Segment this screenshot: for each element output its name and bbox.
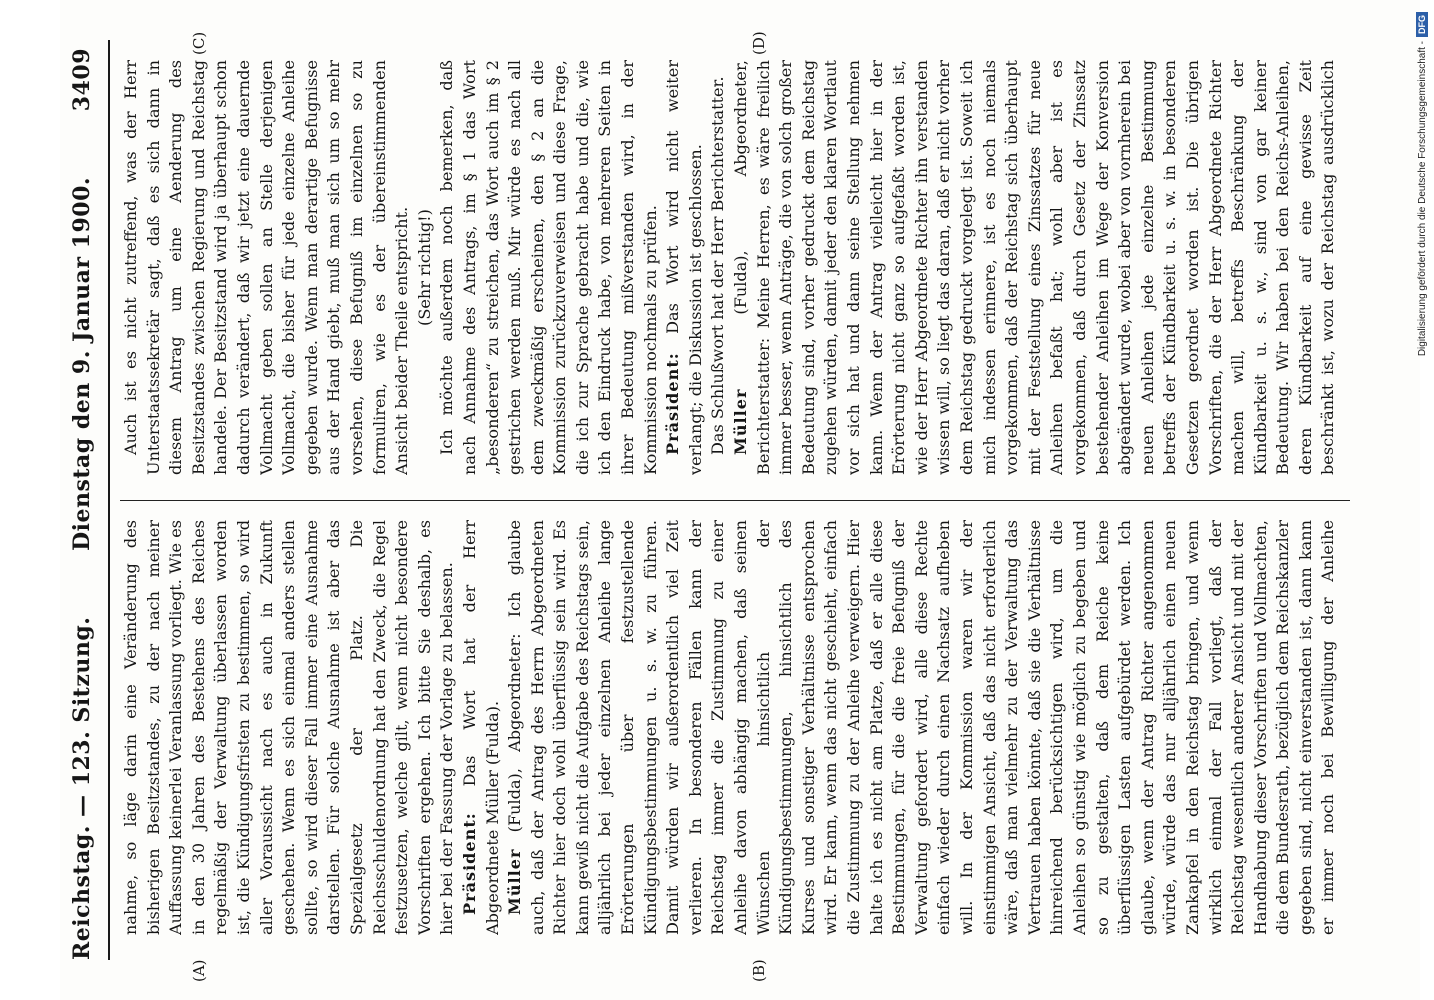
header-rule	[108, 40, 110, 960]
speech-text: (Fulda), Abgeordneter: Ich glaube auch, daß der Antrag des Herrn Abgeordneten Richter hier doch wohl überflüssig sein wird. Es kann gewiß nicht die Aufgabe des Reichstags sein, alljährlich bei jeder einzelnen Anleihe lange Erörterungen über festzustellende Kündigungsbestimmungen u. s. w. zu führen. Damit würden wir außerordentlich viel Zeit verlieren. In besonderen Fällen kann der Reichstag immer die Zustimmung zu einer Anleihe davon abhängig machen, daß seinen Wünschen hinsichtlich der Kündigungsbestimmungen, hinsichtlich des Kurses und sonstiger Verhältnisse entsprochen wird. Er kann, wenn das nicht geschieht, einfach die Zustimmung zu der Anleihe verweigern. Hier halte ich es nicht am Platze, daß er alle diese Bestimmungen, für die die freie Befugniß der Verwaltung gefordert wird, alle diese Rechte einfach wieder durch einen Nachsatz aufheben will. In der Kommission waren wir der einstimmigen Ansicht, daß das nicht erforderlich wäre, daß man vielmehr zu der Verwaltung das Vertrauen haben könnte, daß sie die Verhältnisse hinreichend berücksichtigen wird, um die Anleihen so günstig wie möglich zu begeben und so zu gestalten, daß dem Reiche keine überflüssigen Lasten aufgebürdet werden. Ich glaube, wenn der Antrag Richter angenommen würde, würde das nur alljährlich einen neuen Zankapfel in den Reichstag bringen, und wenn wirklich einmal der Fall vorliegt, daß der Reichstag wesentlich anderer Ansicht und mit der Handhabung dieser Vorschriften und Vollmachten, die dem Bundesrath, bezüglich dem Reichskanzler gegeben sind, nicht einverstanden ist, dann kann er immer noch bei Bewilligung der Anleihe	[505, 520, 1338, 935]
paragraph: Das Schlußwort hat der Herr Berichterstatter.	[708, 76, 728, 455]
right-column	[120, 60, 1340, 475]
left-column	[120, 520, 1340, 935]
interjection: (Sehr richtig!)	[414, 209, 434, 326]
paragraph: Auch ist es nicht zutreffend, was der Herr Unterstaatssekretär sagt, daß es sich dann in diesem Antrag um eine Aenderung des Besitzstandes zwischen Regierung und Reichstag handele. Der Besitzstand wird ja überhaupt schon dadurch verändert, daß wir jetzt eine dauernde Vollmacht geben sollen an Stelle derjenigen Vollmacht, die bisher für jede einzelne Anleihe gegeben wurde. Wenn man derartige Befugnisse aus der Hand giebt, muß man sich um so mehr vorsehen, diese Befugniß im einzelnen so zu formuliren, wie es der übereinstimmenden Ansicht beider Theile entspricht.	[121, 60, 412, 475]
header-left: Reichstag. — 123. Sitzung.	[69, 616, 95, 960]
dfg-logo: DFG	[1416, 12, 1428, 37]
speech-paragraph	[730, 60, 1340, 475]
page-number: 3409	[69, 48, 95, 112]
rotated-page	[60, 0, 1420, 1000]
credit-text: Digitalisierung gefördert durch die Deutsche Forschungsgemeinschaft -	[1416, 41, 1428, 357]
digitization-credit	[1408, 0, 1432, 1000]
speech-paragraph	[459, 520, 504, 935]
margin-letter-a: (A)	[190, 959, 208, 982]
speech-text: Das Wort wird nicht weiter verlangt; die Diskussion ist geschlossen.	[663, 60, 705, 475]
paragraph: nahme, so läge darin eine Veränderung des bisherigen Besitzstandes, zu der nach meiner Auffassung keinerlei Veranlassung vorliegt. Wie es in den 30 Jahren des Bestehens des Reiches regelmäßig der Verwaltung überlassen worden ist, die Kündigungsfristen zu bestimmen, so wird aller Voraussicht nach es auch in Zukunft geschehen. Wenn es sich einmal anders stellen sollte, so wird dieser Fall immer eine Ausnahme darstellen. Für solche Ausnahme ist aber das Spezialgesetz der Platz. Die Reichsschuldenordnung hat den Zweck, die Regel festzusetzen, welche gilt, wenn nicht besondere Vorschriften ergehen. Ich bitte Sie deshalb, es hier bei der Fassung der Vorlage zu belassen.	[121, 520, 457, 935]
margin-letter-c: (C)	[190, 31, 208, 55]
header-date: Dienstag den 9. Januar 1900.	[69, 176, 95, 551]
speech-paragraph	[662, 60, 707, 475]
speech-paragraph	[504, 520, 1340, 935]
paragraph: Ich möchte außerdem noch bemerken, daß nach Annahme des Antrags, im § 1 das Wort „besonderen“ zu streichen, das Wort auch im § 2 gestrichen werden muß. Mir würde es nach all dem zweckmäßig erscheinen, den § 2 an die Kommission zurückzuverweisen und diese Frage, die ich zur Sprache gebracht habe und die, wie ich den Eindruck habe, von mehreren Seiten in ihrer Bedeutung mißverstanden wird, in der Kommission nochmals zu prüfen.	[437, 60, 660, 475]
speech-text: Das Wort hat der Herr Abgeordnete Müller (Fulda).	[459, 520, 502, 935]
speech-text: (Fulda), Abgeordneter, Berichterstatter: Meine Herren, es wäre freilich immer besser, wenn Anträge, die von solch großer Bedeutung sind, vorher gedruckt dem Reichstag zugehen würden, damit jeder den klaren Wortlaut vor sich hat und dann seine Stellung nehmen kann. Wenn der Antrag vielleicht hier in der Erörterung nicht ganz so aufgefaßt worden ist, wie der Herr Abgeordnete Richter ihn verstanden wissen will, so liegt das daran, daß er nicht vorher dem Reichstag gedruckt vorgelegt ist. Soweit ich mich indessen erinnere, ist es noch niemals vorgekommen, daß der Reichstag sich überhaupt mit der Feststellung eines Zinssatzes für neue Anleihen befaßt hat; wohl aber ist es vorgekommen, daß durch Gesetz der Zinssatz bestehender Anleihen im Wege der Konversion abgeändert wurde, wobei aber von vornherein bei neuen Anleihen jede einzelne Bestimmung betreffs der Kündbarkeit u. s. w. in besonderen Gesetzen geordnet worden ist. Die übrigen Vorschriften, die der Herr Abgeordnete Richter machen will, betreffs Beschränkung der Kündbarkeit u. s. w., sind von gar keiner Bedeutung. Wir haben bei den Reichs-Anleihen, deren Kündbarkeit auf eine gewisse Zeit beschränkt ist, wozu der Reichstag ausdrücklich	[731, 60, 1338, 475]
speaker-name: Präsident:	[459, 812, 479, 915]
column-divider	[120, 500, 1350, 501]
speaker-name: Präsident:	[663, 352, 683, 455]
running-head	[60, 0, 104, 1000]
margin-letter-b: (B)	[750, 959, 768, 982]
speaker-name: Müller	[505, 848, 525, 915]
margin-letter-d: (D)	[750, 31, 768, 55]
speaker-name: Müller	[731, 388, 751, 455]
